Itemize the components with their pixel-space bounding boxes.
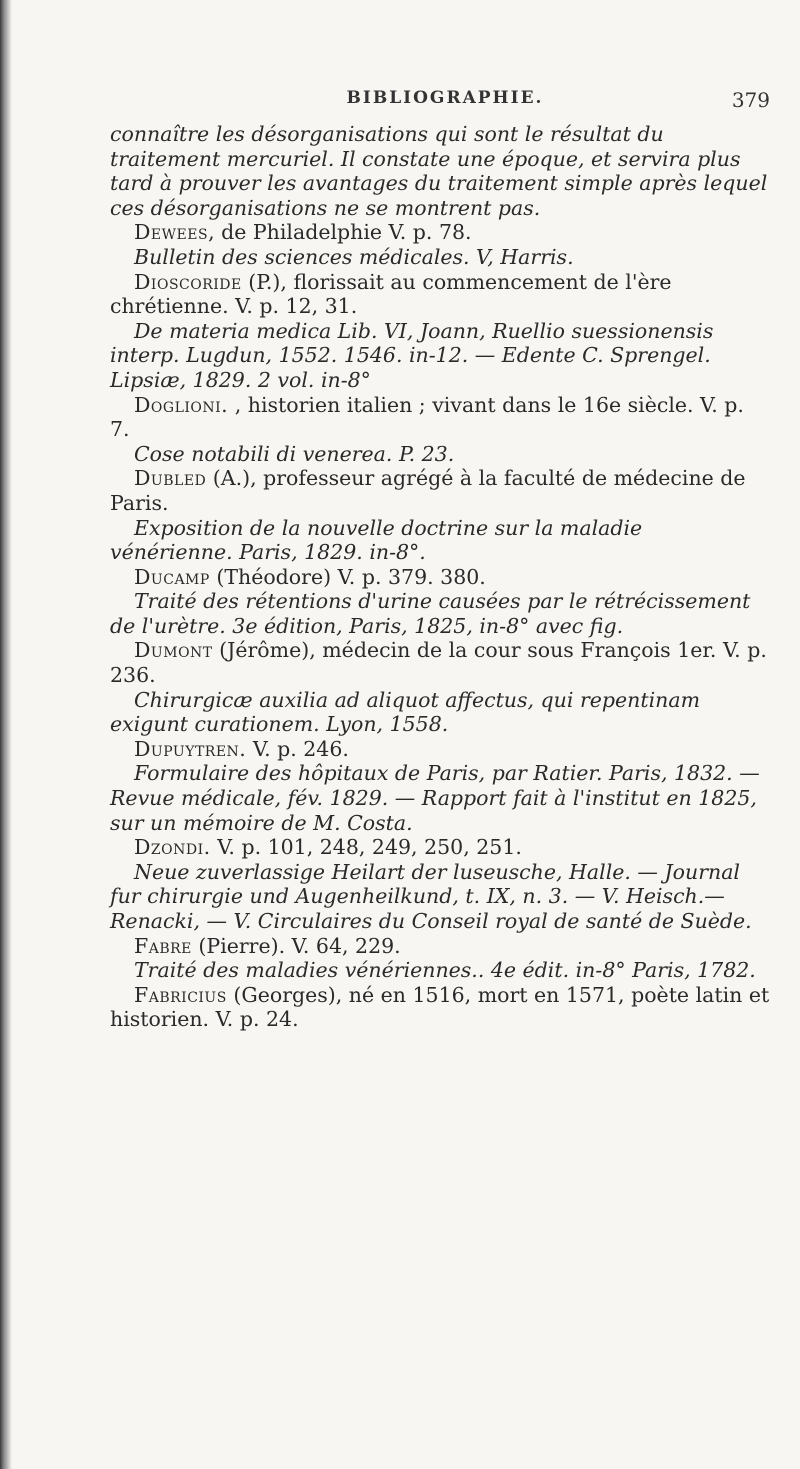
author-name: Doglioni. [134,392,229,417]
bibliography-text [110,122,770,1032]
author-details: , de Philadelphie V. p. 78. [208,220,472,245]
author-details: V. p. 246. [246,736,349,761]
author-name: Dzondi. [134,835,211,860]
author-details: (Georges), né en 1516, mort en 1571, poète latin et historien. V. p. 24. [110,982,770,1032]
work-title: connaître les désorganisations qui sont le résultat du traitement mercuriel. Il constate une époque, et servira plus tard à prouver les avantages du traitement simple après lequel ces désorganisations ne se montrent pas. [110,122,768,220]
author-entry [110,220,770,245]
author-details: (Pierre). V. 64, 229. [191,933,401,958]
work-title: Traité des maladies vénériennes.. 4e édit. in-8° Paris, 1782. [134,958,756,983]
author-details: , historien italien ; vivant dans le 16e siècle. V. p. 7. [110,392,744,442]
work-title: Cose notabili di venerea. P. 23. [134,441,455,466]
author-entry [110,835,770,860]
author-details: (Jérôme), médecin de la cour sous François 1er. V. p. 236. [110,638,767,688]
work-title: Bulletin des sciences médicales. V, Harris. [134,244,574,269]
work-title: Chirurgicæ auxilia ad aliquot affectus, qui repentinam exigunt curationem. Lyon, 1558. [110,687,701,737]
page-number: 379 [731,88,770,112]
work-title: Formulaire des hôpitaux de Paris, par Ratier. Paris, 1832. — Revue médicale, fév. 1829. — Rapport fait à l'institut en 1825, sur un mémoire de M. Costa. [110,761,760,835]
author-name: Dewees [134,220,209,245]
author-entry [110,466,770,515]
author-name: Ducamp [134,564,210,589]
author-entry [110,270,770,319]
author-entry [110,983,770,1032]
author-name: Fabre [134,933,192,958]
page-header [120,88,770,114]
author-name: Dumont [134,638,213,663]
author-name: Fabricius [134,982,227,1007]
book-spine-shadow [0,0,12,1469]
author-details: V. p. 101, 248, 249, 250, 251. [210,835,522,860]
author-entry [110,393,770,442]
author-details: (Théodore) V. p. 379. 380. [209,564,486,589]
work-title: Exposition de la nouvelle doctrine sur la maladie vénérienne. Paris, 1829. in-8°. [110,515,643,565]
work-title: De materia medica Lib. VI, Joann, Ruellio suessionensis interp. Lugdun, 1552. 1546. in-12. — Edente C. Sprengel. Lipsiæ, 1829. 2 vol. in-8° [110,318,714,392]
work-title: Traité des rétentions d'urine causées par le rétrécissement de l'urètre. 3e édition, Paris, 1825, in-8° avec fig. [110,589,751,638]
author-name: Dioscoride [134,269,242,294]
work-title: Neue zuverlassige Heilart der luseusche, Halle. — Journal fur chirurgie und Augenheilkund, t. IX, n. 3. — V. Heisch.— Renacki, — V. Circulaires du Conseil royal de santé de Suède. [110,859,752,933]
author-name: Dupuytren. [134,736,247,761]
author-entry [110,638,770,687]
author-details: (P.), florissait au commencement de l'ère chrétienne. V. p. 12, 31. [110,269,672,319]
author-entry [110,737,770,762]
running-head: BIBLIOGRAPHIE. [346,88,544,108]
author-entry [110,565,770,590]
author-details: (A.), professeur agrégé à la faculté de médecine de Paris. [110,466,746,515]
author-name: Dubled [134,466,207,491]
author-entry [110,934,770,959]
